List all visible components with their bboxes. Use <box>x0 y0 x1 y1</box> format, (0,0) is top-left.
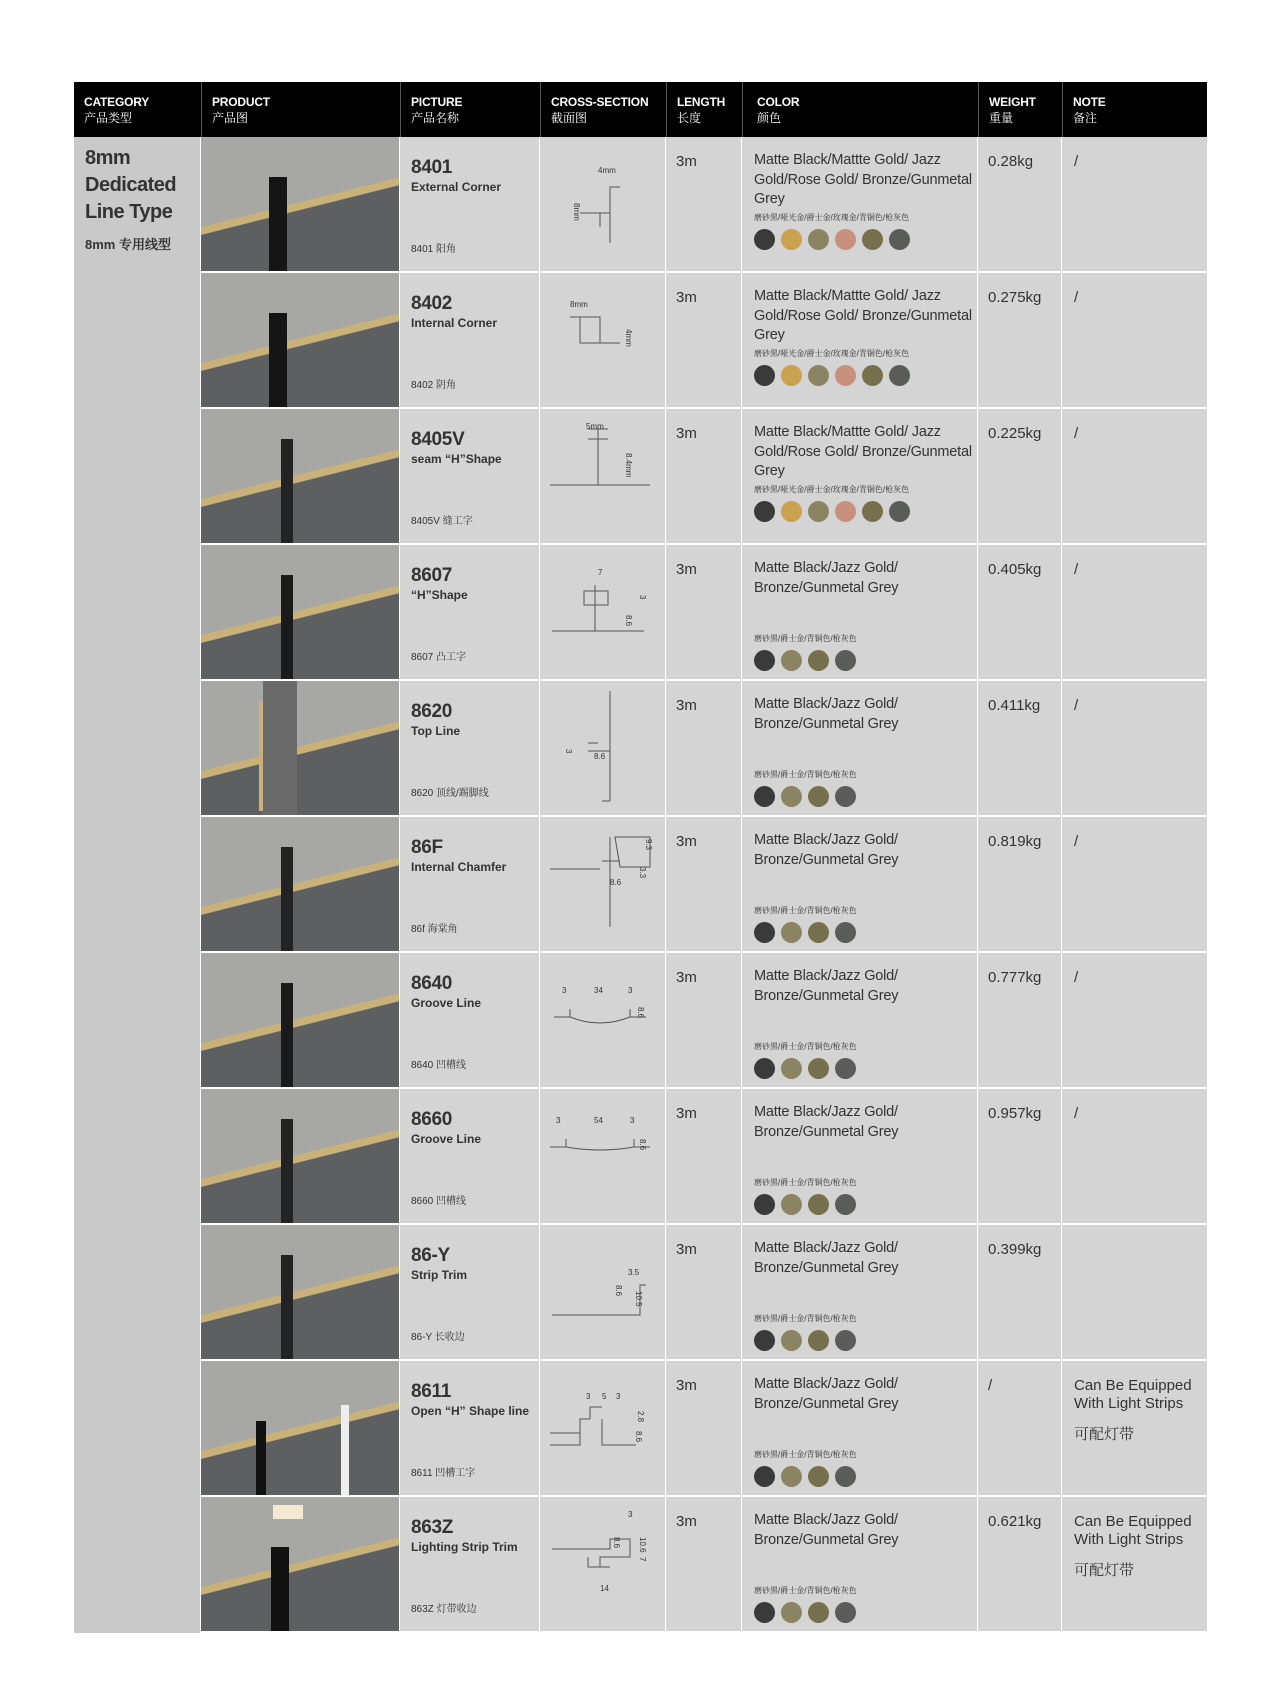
product-code: 863Z <box>411 1517 454 1538</box>
cross-section-drawing <box>540 409 666 543</box>
color-cell <box>742 137 978 271</box>
product-code: 8660 <box>411 1109 453 1130</box>
color-names-cn: 磨砂黑/爵士金/青铜色/枪灰色 <box>754 634 857 643</box>
svg-text:3: 3 <box>630 1116 635 1125</box>
length-value: 3m <box>666 817 742 951</box>
header-cross-section <box>540 82 666 137</box>
header-label: LENGTH <box>677 95 726 109</box>
product-name-cn: 8401 阳角 <box>411 244 457 255</box>
product-name: Open “H” Shape line <box>411 1404 530 1418</box>
swatch-jazz <box>781 1330 802 1351</box>
note-cell <box>1062 1225 1207 1359</box>
note-text: / <box>1074 969 1079 986</box>
weight-value: 0.399kg <box>978 1225 1062 1359</box>
note-text: / <box>1074 425 1079 442</box>
swatch-bronze <box>808 1602 829 1623</box>
product-name-cn: 86-Y 长收边 <box>411 1332 465 1343</box>
color-names-cn: 磨砂黑/爵士金/青铜色/枪灰色 <box>754 1314 857 1323</box>
header-label: CROSS-SECTION <box>551 95 649 109</box>
note-text: / <box>1074 153 1079 170</box>
product-code: 8640 <box>411 973 453 994</box>
color-cell <box>742 1497 978 1631</box>
length-value: 3m <box>666 953 742 1087</box>
color-swatches <box>754 650 977 671</box>
header-label-cn: 截面图 <box>551 111 588 125</box>
product-rows <box>201 137 1207 1633</box>
color-cell <box>742 545 978 679</box>
table-body <box>74 137 1207 1633</box>
weight-value: 0.777kg <box>978 953 1062 1087</box>
table-row <box>201 953 1207 1089</box>
product-name-cell <box>400 273 540 407</box>
category-title: 8mm Dedicated Line Type <box>85 147 177 223</box>
swatch-jazz <box>808 501 829 522</box>
color-swatches <box>754 229 977 250</box>
header-product <box>201 82 400 137</box>
product-photo <box>201 545 400 679</box>
color-names: Matte Black/Jazz Gold/ Bronze/Gunmetal Grey <box>754 1512 899 1548</box>
svg-text:5: 5 <box>602 1392 607 1401</box>
color-names: Matte Black/Jazz Gold/ Bronze/Gunmetal Grey <box>754 968 899 1004</box>
table-row <box>201 1225 1207 1361</box>
product-name-cn: 8402 阴角 <box>411 380 457 391</box>
swatch-bronze <box>862 229 883 250</box>
color-names: Matte Black/Jazz Gold/ Bronze/Gunmetal Grey <box>754 560 899 596</box>
swatch-grey <box>835 650 856 671</box>
swatch-grey <box>889 229 910 250</box>
swatch-jazz <box>781 1194 802 1215</box>
swatch-grey <box>889 365 910 386</box>
product-code: 8620 <box>411 701 453 722</box>
svg-text:7: 7 <box>638 1557 647 1562</box>
color-cell <box>742 1089 978 1223</box>
swatch-jazz <box>781 650 802 671</box>
table-row <box>201 409 1207 545</box>
table-row <box>201 273 1207 409</box>
product-name-cell <box>400 1497 540 1631</box>
header-label-cn: 颜色 <box>757 111 782 125</box>
swatch-jazz <box>781 1602 802 1623</box>
length-value: 3m <box>666 1361 742 1495</box>
table-row <box>201 817 1207 953</box>
swatch-jazz <box>781 922 802 943</box>
weight-value: 0.405kg <box>978 545 1062 679</box>
color-cell <box>742 1361 978 1495</box>
svg-text:8mm: 8mm <box>570 300 588 309</box>
product-code: 8402 <box>411 293 453 314</box>
header-category <box>74 82 201 137</box>
color-names: Matte Black/Jazz Gold/ Bronze/Gunmetal Grey <box>754 1376 899 1412</box>
swatch-bronze <box>862 501 883 522</box>
svg-text:10.5: 10.5 <box>634 1291 643 1307</box>
swatch-black <box>754 501 775 522</box>
swatch-black <box>754 786 775 807</box>
product-name-cn: 86f 海棠角 <box>411 924 458 935</box>
svg-text:54: 54 <box>594 1116 603 1125</box>
product-photo <box>201 409 400 543</box>
svg-text:10.6: 10.6 <box>638 1537 647 1553</box>
note-text: / <box>1074 1105 1079 1122</box>
cross-section-drawing <box>540 1225 666 1359</box>
svg-text:7: 7 <box>598 568 603 577</box>
swatch-black <box>754 1058 775 1079</box>
svg-text:8.6: 8.6 <box>624 615 633 627</box>
product-name: Lighting Strip Trim <box>411 1540 518 1554</box>
swatch-black <box>754 1330 775 1351</box>
product-code: 8405V <box>411 429 465 450</box>
product-name-cell <box>400 1225 540 1359</box>
swatch-black <box>754 1602 775 1623</box>
table-header <box>74 82 1207 137</box>
swatch-gold <box>781 365 802 386</box>
swatch-black <box>754 650 775 671</box>
swatch-rose <box>835 229 856 250</box>
swatch-grey <box>835 922 856 943</box>
header-color <box>742 82 978 137</box>
product-name: Internal Corner <box>411 316 498 330</box>
note-text-cn: 可配灯带 <box>1074 1426 1135 1443</box>
product-photo <box>201 1497 400 1631</box>
note-text: / <box>1074 833 1079 850</box>
color-cell <box>742 817 978 951</box>
product-name-cell <box>400 409 540 543</box>
svg-text:8.6: 8.6 <box>636 1007 645 1019</box>
product-name-cell <box>400 681 540 815</box>
length-value: 3m <box>666 409 742 543</box>
product-name-cell <box>400 953 540 1087</box>
product-name-cn: 8620 顶线/踢脚线 <box>411 788 489 799</box>
cross-section-drawing <box>540 137 666 271</box>
swatch-grey <box>835 1194 856 1215</box>
color-names-cn: 磨砂黑/爵士金/青铜色/枪灰色 <box>754 770 857 779</box>
swatch-black <box>754 1194 775 1215</box>
cross-section-drawing <box>540 817 666 951</box>
note-text: Can Be Equipped With Light Strips <box>1074 1377 1192 1412</box>
header-weight <box>978 82 1062 137</box>
header-length <box>666 82 742 137</box>
cross-section-drawing <box>540 953 666 1087</box>
color-swatches <box>754 1602 977 1623</box>
color-cell <box>742 681 978 815</box>
product-photo <box>201 1089 400 1223</box>
color-names-cn: 磨砂黑/哑光金/爵士金/玫瑰金/青铜色/枪灰色 <box>754 348 910 358</box>
color-swatches <box>754 501 977 522</box>
length-value: 3m <box>666 1225 742 1359</box>
length-value: 3m <box>666 1089 742 1223</box>
swatch-grey <box>889 501 910 522</box>
color-swatches <box>754 1330 977 1351</box>
header-label: WEIGHT <box>989 95 1036 109</box>
swatch-bronze <box>808 922 829 943</box>
note-cell <box>1062 681 1207 815</box>
header-label: CATEGORY <box>84 95 150 109</box>
svg-text:34: 34 <box>594 986 603 995</box>
color-names: Matte Black/Jazz Gold/ Bronze/Gunmetal Grey <box>754 1240 899 1276</box>
note-cell <box>1062 817 1207 951</box>
color-names-cn: 磨砂黑/爵士金/青铜色/枪灰色 <box>754 906 857 915</box>
product-name-cell <box>400 1361 540 1495</box>
weight-value: 0.819kg <box>978 817 1062 951</box>
color-swatches <box>754 365 977 386</box>
weight-value: 0.957kg <box>978 1089 1062 1223</box>
svg-text:2.8: 2.8 <box>636 1411 645 1423</box>
svg-text:3: 3 <box>628 1510 633 1519</box>
product-name-cn: 8640 凹槽线 <box>411 1060 467 1071</box>
header-label: COLOR <box>757 95 800 109</box>
product-photo <box>201 1361 400 1495</box>
header-label-cn: 产品类型 <box>84 111 133 125</box>
svg-text:8.6: 8.6 <box>610 878 622 887</box>
swatch-jazz <box>808 365 829 386</box>
swatch-bronze <box>808 1330 829 1351</box>
product-name: seam “H”Shape <box>411 452 502 466</box>
color-names-cn: 磨砂黑/哑光金/爵士金/玫瑰金/青铜色/枪灰色 <box>754 212 910 222</box>
cross-section-drawing <box>540 1497 666 1631</box>
weight-value: 0.411kg <box>978 681 1062 815</box>
product-code: 8607 <box>411 565 453 586</box>
swatch-grey <box>835 1466 856 1487</box>
svg-text:8.4mm: 8.4mm <box>624 453 633 478</box>
swatch-bronze <box>808 1466 829 1487</box>
svg-text:8.6: 8.6 <box>634 1431 643 1443</box>
color-cell <box>742 409 978 543</box>
length-value: 3m <box>666 681 742 815</box>
svg-text:3: 3 <box>586 1392 591 1401</box>
color-swatches <box>754 1466 977 1487</box>
swatch-bronze <box>862 365 883 386</box>
swatch-bronze <box>808 650 829 671</box>
product-name-cell <box>400 545 540 679</box>
color-names-cn: 磨砂黑/爵士金/青铜色/枪灰色 <box>754 1042 857 1051</box>
header-label-cn: 产品名称 <box>411 111 460 125</box>
header-label: PRODUCT <box>212 95 270 109</box>
color-names: Matte Black/Mattte Gold/ Jazz Gold/Rose Gold/ Bronze/Gunmetal Grey <box>754 152 972 207</box>
product-code: 8401 <box>411 157 453 178</box>
header-label-cn: 长度 <box>677 111 702 125</box>
color-swatches <box>754 786 977 807</box>
svg-text:3.3: 3.3 <box>638 867 647 879</box>
product-name: Top Line <box>411 724 461 738</box>
swatch-grey <box>835 786 856 807</box>
svg-text:8.6: 8.6 <box>638 1139 647 1151</box>
note-cell <box>1062 273 1207 407</box>
swatch-grey <box>835 1330 856 1351</box>
product-name: External Corner <box>411 180 502 194</box>
product-name: Strip Trim <box>411 1268 468 1282</box>
color-names: Matte Black/Jazz Gold/ Bronze/Gunmetal Grey <box>754 1104 899 1140</box>
swatch-grey <box>835 1602 856 1623</box>
svg-text:8.6: 8.6 <box>614 1285 623 1297</box>
product-photo <box>201 1225 400 1359</box>
product-name-cell <box>400 137 540 271</box>
product-name: Internal Chamfer <box>411 860 507 874</box>
product-code: 8611 <box>411 1381 452 1402</box>
header-picture <box>400 82 540 137</box>
swatch-grey <box>835 1058 856 1079</box>
svg-text:8.6: 8.6 <box>594 752 606 761</box>
table-row <box>201 681 1207 817</box>
product-name-cn: 8607 凸工字 <box>411 652 467 663</box>
weight-value: 0.225kg <box>978 409 1062 543</box>
product-photo <box>201 273 400 407</box>
cross-section-drawing <box>540 681 666 815</box>
product-photo <box>201 681 400 815</box>
swatch-bronze <box>808 1058 829 1079</box>
svg-text:14: 14 <box>600 1584 609 1593</box>
svg-text:3: 3 <box>562 986 567 995</box>
table-row <box>201 137 1207 273</box>
weight-value: 0.275kg <box>978 273 1062 407</box>
note-text-cn: 可配灯带 <box>1074 1562 1135 1579</box>
product-name-cell <box>400 1089 540 1223</box>
color-names: Matte Black/Mattte Gold/ Jazz Gold/Rose Gold/ Bronze/Gunmetal Grey <box>754 288 972 343</box>
swatch-jazz <box>781 786 802 807</box>
cross-section-drawing <box>540 1361 666 1495</box>
color-cell <box>742 1225 978 1359</box>
note-cell <box>1062 545 1207 679</box>
color-names: Matte Black/Jazz Gold/ Bronze/Gunmetal Grey <box>754 696 899 732</box>
product-name: “H”Shape <box>411 588 468 602</box>
color-swatches <box>754 1058 977 1079</box>
color-names-cn: 磨砂黑/哑光金/爵士金/玫瑰金/青铜色/枪灰色 <box>754 484 910 494</box>
swatch-jazz <box>808 229 829 250</box>
weight-value: 0.621kg <box>978 1497 1062 1631</box>
svg-text:3: 3 <box>638 595 647 600</box>
swatch-jazz <box>781 1466 802 1487</box>
swatch-black <box>754 365 775 386</box>
product-name-cn: 8405V 缝工字 <box>411 516 473 527</box>
svg-text:3: 3 <box>616 1392 621 1401</box>
header-label: PICTURE <box>411 95 463 109</box>
color-cell <box>742 273 978 407</box>
swatch-gold <box>781 501 802 522</box>
color-names: Matte Black/Jazz Gold/ Bronze/Gunmetal Grey <box>754 832 899 868</box>
color-names-cn: 磨砂黑/爵士金/青铜色/枪灰色 <box>754 1586 857 1595</box>
svg-text:3: 3 <box>564 749 573 754</box>
product-name-cell <box>400 817 540 951</box>
svg-text:4mm: 4mm <box>598 166 616 175</box>
svg-text:3: 3 <box>628 986 633 995</box>
header-label-cn: 产品图 <box>212 111 249 125</box>
svg-text:4mm: 4mm <box>624 329 633 347</box>
swatch-black <box>754 1466 775 1487</box>
swatch-bronze <box>808 786 829 807</box>
category-cell <box>74 137 201 1633</box>
swatch-bronze <box>808 1194 829 1215</box>
swatch-rose <box>835 365 856 386</box>
swatch-black <box>754 922 775 943</box>
color-cell <box>742 953 978 1087</box>
length-value: 3m <box>666 545 742 679</box>
length-value: 3m <box>666 137 742 271</box>
cross-section-drawing <box>540 1089 666 1223</box>
color-swatches <box>754 1194 977 1215</box>
note-cell <box>1062 137 1207 271</box>
cross-section-drawing <box>540 545 666 679</box>
category-subtitle: 8mm 专用线型 <box>85 237 171 252</box>
swatch-black <box>754 229 775 250</box>
header-note <box>1062 82 1207 137</box>
header-label-cn: 重量 <box>989 111 1014 125</box>
color-names-cn: 磨砂黑/爵士金/青铜色/枪灰色 <box>754 1450 857 1459</box>
weight-value: / <box>978 1361 1062 1495</box>
table-row <box>201 1089 1207 1225</box>
color-swatches <box>754 922 977 943</box>
svg-text:8.6: 8.6 <box>612 1537 621 1549</box>
product-name-cn: 8611 凹槽工字 <box>411 1468 476 1479</box>
product-photo <box>201 137 400 271</box>
product-photo <box>201 817 400 951</box>
header-label-cn: 备注 <box>1073 111 1098 125</box>
color-names-cn: 磨砂黑/爵士金/青铜色/枪灰色 <box>754 1178 857 1187</box>
product-name: Groove Line <box>411 996 482 1010</box>
length-value: 3m <box>666 273 742 407</box>
note-text: / <box>1074 289 1079 306</box>
weight-value: 0.28kg <box>978 137 1062 271</box>
product-spec-table <box>74 82 1207 1633</box>
note-text: / <box>1074 697 1079 714</box>
product-code: 86-Y <box>411 1245 450 1266</box>
swatch-rose <box>835 501 856 522</box>
svg-text:3: 3 <box>556 1116 561 1125</box>
cross-section-drawing <box>540 273 666 407</box>
header-label: NOTE <box>1073 95 1106 109</box>
product-name: Groove Line <box>411 1132 482 1146</box>
product-code: 86F <box>411 837 443 858</box>
product-photo <box>201 953 400 1087</box>
svg-text:9.3: 9.3 <box>644 839 653 851</box>
note-cell <box>1062 953 1207 1087</box>
note-cell <box>1062 409 1207 543</box>
table-row <box>201 1497 1207 1633</box>
note-cell <box>1062 1361 1207 1495</box>
color-names: Matte Black/Mattte Gold/ Jazz Gold/Rose Gold/ Bronze/Gunmetal Grey <box>754 424 972 479</box>
svg-text:5mm: 5mm <box>586 422 604 431</box>
note-cell <box>1062 1089 1207 1223</box>
table-row <box>201 1361 1207 1497</box>
note-text: / <box>1074 561 1079 578</box>
product-name-cn: 863Z 灯带收边 <box>411 1604 477 1615</box>
length-value: 3m <box>666 1497 742 1631</box>
product-name-cn: 8660 凹槽线 <box>411 1196 467 1207</box>
note-cell <box>1062 1497 1207 1631</box>
svg-text:3.5: 3.5 <box>628 1268 640 1277</box>
note-text: Can Be Equipped With Light Strips <box>1074 1513 1192 1548</box>
svg-text:8mm: 8mm <box>572 203 581 221</box>
swatch-gold <box>781 229 802 250</box>
table-row <box>201 545 1207 681</box>
swatch-jazz <box>781 1058 802 1079</box>
